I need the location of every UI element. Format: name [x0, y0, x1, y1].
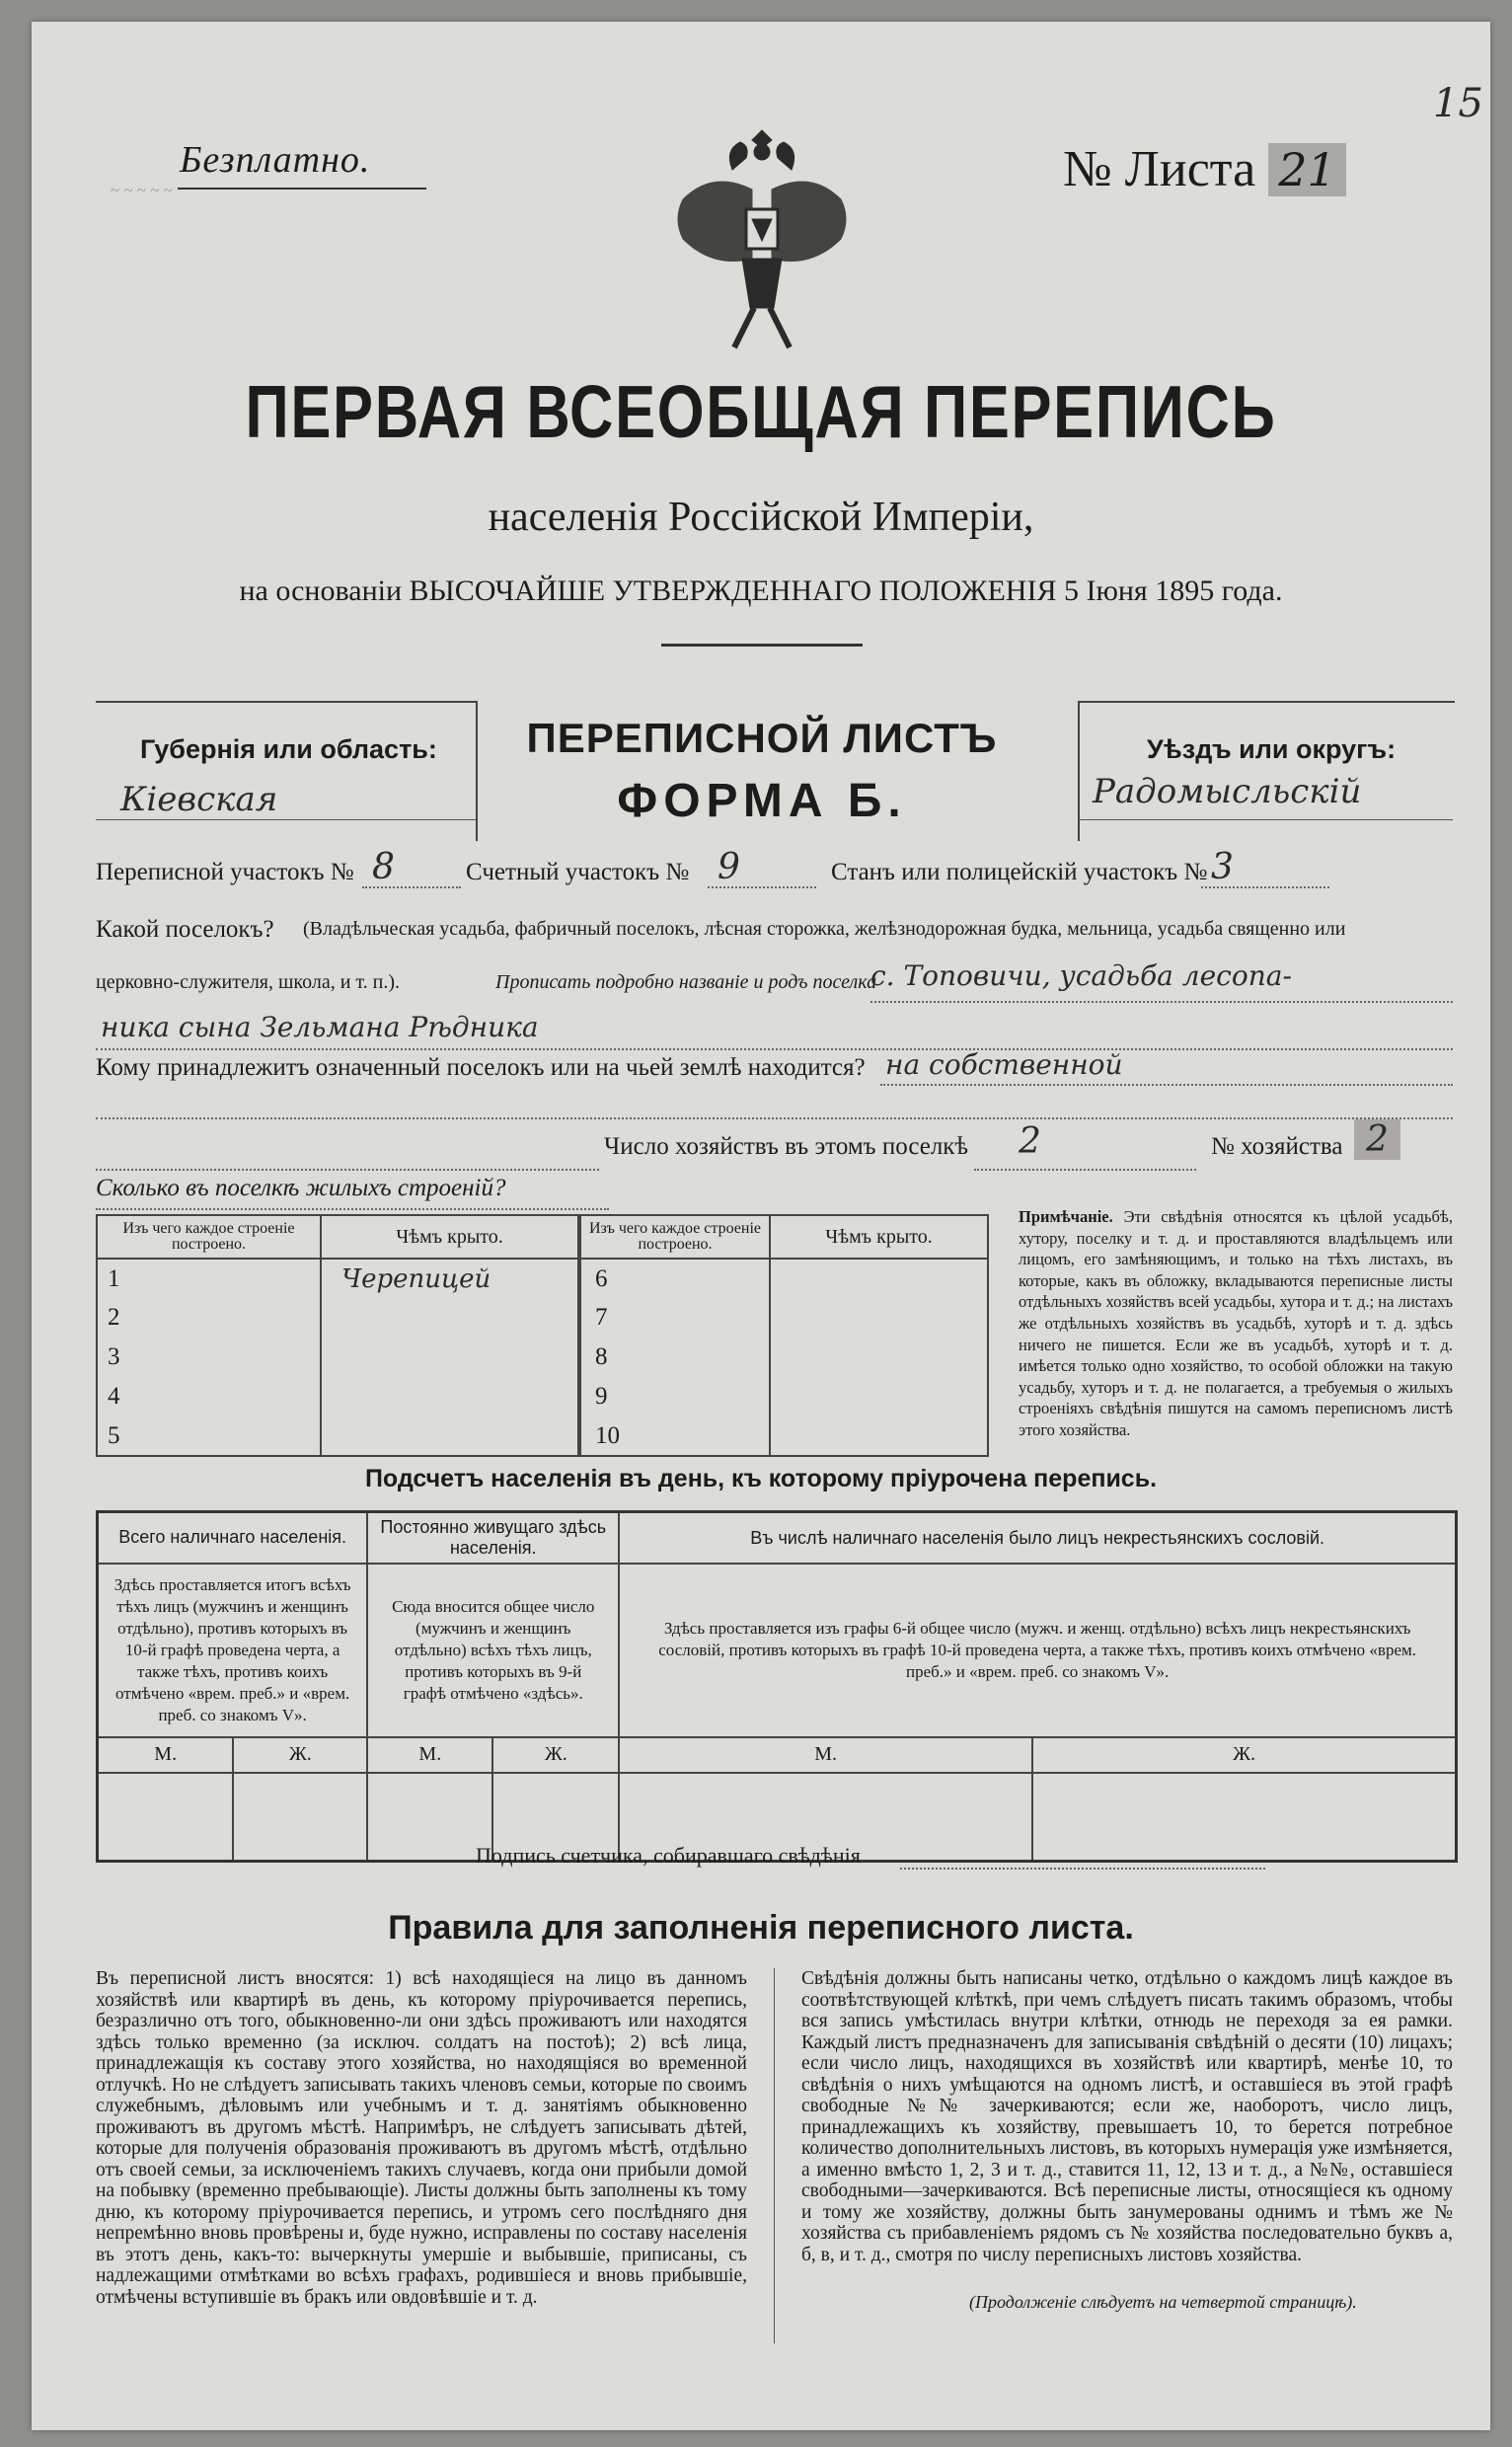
station-underline [1201, 886, 1329, 888]
total-female-cell[interactable] [233, 1773, 367, 1862]
row-number: 2 [97, 1298, 321, 1338]
households-value: 2 [1019, 1121, 1041, 1162]
table-row [97, 1377, 578, 1416]
table-row [97, 1298, 578, 1338]
census-precinct-value: 8 [372, 847, 395, 887]
double-headed-eagle-icon [663, 120, 861, 357]
table-row [97, 1259, 578, 1298]
free-label: Безплатно. [180, 139, 371, 181]
female-header: Ж. [233, 1737, 367, 1773]
row-number: 8 [580, 1338, 770, 1377]
roof-value [321, 1416, 578, 1456]
owner-value: на собственной [885, 1048, 1123, 1081]
households-leader [96, 1169, 599, 1171]
page-subtitle: населенія Россійской Имперіи, [488, 495, 1034, 540]
table-row [97, 1338, 578, 1377]
settlement-label: Какой поселокъ? [96, 916, 274, 943]
title-divider [661, 644, 863, 647]
owner-label: Кому принадлежитъ означенный поселокъ или на чьей землѣ находится? [96, 1054, 866, 1081]
sheet-number-label: № Листа [1063, 141, 1256, 197]
buildings-table-right [579, 1214, 989, 1457]
non-peasant-female-cell[interactable] [1032, 1773, 1456, 1862]
non-peasant-desc: Здѣсь проставляется изъ графы 6-й общее число (мужч. и женщ. отдѣльно) всѣхъ лицъ некрестьянскихъ сословій, противъ которыхъ въ графѣ 10-й проведена черта, а также тѣхъ, противъ коихъ отмѣчено «врем. преб.» и «врем. преб. со знакомъ V». [619, 1564, 1456, 1737]
buildings-underline [96, 1208, 609, 1210]
table-row [580, 1377, 988, 1416]
rules-divider [774, 1968, 775, 2343]
continued-note: (Продолженіе слѣдуетъ на четвертой страницѣ). [969, 2292, 1357, 2312]
household-no-value: 2 [1354, 1119, 1400, 1160]
county-value: Радомысльскій [1093, 772, 1362, 811]
roof-value [770, 1416, 988, 1456]
decree-line: на основаніи ВЫСОЧАЙШЕ УТВЕРЖДЕННАГО ПОЛОЖЕНІЯ 5 Іюня 1895 года. [239, 574, 1283, 607]
permanent-population-desc: Сюда вносится общее число (мужчинъ и женщинъ отдѣльно) всѣхъ тѣхъ лицъ, противъ которыхъ въ 9-й графѣ отмѣчено «здѣсь». [367, 1564, 619, 1737]
station-value: 3 [1211, 847, 1234, 887]
note-title: Примѣчаніе. [1019, 1207, 1113, 1226]
province-underline [96, 819, 476, 820]
province-label: Губернія или область: [140, 734, 437, 764]
male-header: М. [98, 1737, 234, 1773]
household-no-label: № хозяйства [1211, 1133, 1343, 1160]
note-text: Эти свѣдѣнія относятся къ цѣлой усадьбѣ, хутору, поселку и т. д. и проставляются владѣльцемъ или лицомъ, его замѣняющимъ, и только на тѣхъ листахъ, въ которые, какъ въ обложку, вкладываются переписные листы отдѣльныхъ хозяйствъ всей усадьбы, хутора и т. д.; на листахъ же отдѣльныхъ хозяйствъ въ усадьбѣ, хуторѣ и т. д. здѣсь ничего не пишется. Если же въ усадьбѣ, хуторѣ и т. д. имѣется только одно хозяйство, то особой обложки на такую усадьбу, хуторъ и т. д. не полагается, а требуемыя о жилыхъ строеніяхъ свѣдѣнія пишутся на самомъ переписномъ листѣ этого хозяйства. [1019, 1207, 1453, 1439]
settlement-hint-2: церковно-служителя, школа, и т. п.). [96, 971, 400, 993]
form-letter: ФОРМА Б. [617, 775, 907, 827]
material-header: Изъ чего каждое строеніе построено. [97, 1215, 321, 1259]
census-precinct-underline [362, 886, 461, 888]
settlement-value: с. Топовичи, усадьба лесопа- [870, 959, 1292, 992]
total-male-cell[interactable] [98, 1773, 234, 1862]
corner-mark: 15 [1433, 81, 1483, 126]
bleed-through-text: ~ ~ ~ ~ ~ [111, 181, 173, 199]
settlement-value-2: ника сына Зельмана Рѣдника [101, 1011, 539, 1043]
count-precinct-label: Счетный участокъ № [466, 859, 690, 885]
rules-left-column: Въ переписной листъ вносятся: 1) всѣ находящіеся на лицо въ данномъ хозяйствѣ или квартирѣ въ день, къ которому пріурочивается перепись, безразлично отъ того, обыкновенно-ли они здѣсь проживаютъ или находятся здѣсь только временно (за исключ. солдатъ на постоѣ); 2) всѣ лица, принадлежащія къ составу этого хозяйства, но находящіяся во временной отлучкѣ. Но не слѣдуетъ записывать такихъ членовъ семьи, которые по своимъ служебнымъ, дѣловымъ или учебнымъ и т. д. занятіямъ обыкновенно проживаютъ въ другомъ мѣстѣ. Напримѣръ, не слѣдуетъ записывать дѣтей, которые для полученія образованія проживаютъ въ другомъ мѣстѣ, отдѣльно отъ своей семьи, за исключеніемъ такихъ случаевъ, когда они прибыли домой на побывку (временно пребывающіе). Листы должны быть заполнены къ тому дню, къ которому пріурочивается перепись, и утромъ сего послѣдняго дня непремѣнно вновь провѣрены и, буде нужно, исправлены по составу населенія въ этотъ день, какъ-то: вычеркнуты умершіе и выбывшіе, приписаны, съ надлежащими отмѣтками во всѣхъ графахъ, родившіеся и вновь прибывшіе, отмѣчены вступившіе въ бракъ или овдовѣвшіе и т. д. [96, 1968, 747, 2308]
count-precinct-underline [708, 886, 816, 888]
free-underline [178, 188, 426, 190]
settlement-instruction: Прописать подробно названіе и родъ поселка [495, 971, 877, 993]
permanent-male-cell[interactable] [367, 1773, 492, 1862]
total-population-header: Всего наличнаго населенія. [98, 1512, 368, 1564]
buildings-table-left [96, 1214, 579, 1457]
province-value: Кіевская [120, 780, 278, 819]
households-underline [974, 1169, 1196, 1171]
row-number: 1 [97, 1259, 321, 1298]
population-table [96, 1510, 1458, 1863]
households-label: Число хозяйствъ въ этомъ поселкѣ [604, 1133, 969, 1160]
page-title: ПЕРВАЯ ВСЕОБЩАЯ ПЕРЕПИСЬ [245, 370, 1277, 453]
settlement-underline-2 [96, 1048, 1453, 1050]
material-header: Изъ чего каждое строеніе построено. [580, 1215, 770, 1259]
census-form-page [32, 22, 1490, 2430]
form-title: ПЕРЕПИСНОЙ ЛИСТЪ [526, 715, 998, 761]
owner-underline-2 [96, 1117, 1453, 1119]
settlement-hint: (Владѣльческая усадьба, фабричный поселокъ, лѣсная сторожка, желѣзнодорожная будка, мельница, усадьба священно или [303, 918, 1346, 940]
roof-header: Чѣмъ крыто. [770, 1215, 988, 1259]
census-precinct-label: Переписной участокъ № [96, 859, 354, 885]
population-title: Подсчетъ населенія въ день, къ которому пріурочена перепись. [364, 1465, 1158, 1492]
table-row [580, 1298, 988, 1338]
sheet-number-field [1063, 140, 1346, 198]
row-number: 7 [580, 1298, 770, 1338]
table-row [580, 1416, 988, 1456]
row-number: 9 [580, 1377, 770, 1416]
roof-value [770, 1259, 988, 1298]
row-number: 5 [97, 1416, 321, 1456]
county-label: Уѣздъ или округъ: [1147, 734, 1397, 764]
settlement-underline [870, 1001, 1453, 1003]
roof-value [770, 1298, 988, 1338]
roof-value [321, 1338, 578, 1377]
signature-line[interactable] [900, 1868, 1265, 1870]
male-header: М. [619, 1737, 1032, 1773]
female-header: Ж. [492, 1737, 619, 1773]
buildings-label: Сколько въ поселкѣ жилыхъ строеній? [96, 1175, 506, 1201]
roof-value [321, 1377, 578, 1416]
count-precinct-value: 9 [718, 847, 740, 887]
male-header: М. [367, 1737, 492, 1773]
station-label: Станъ или полицейскій участокъ № [831, 859, 1208, 885]
row-number: 4 [97, 1377, 321, 1416]
roof-value [321, 1298, 578, 1338]
roof-value [770, 1377, 988, 1416]
table-row [580, 1338, 988, 1377]
roof-value [770, 1338, 988, 1377]
signature-label: Подпись счетчика, собиравшаго свѣдѣнія [476, 1843, 861, 1868]
non-peasant-header: Въ числѣ наличнаго населенія было лицъ некрестьянскихъ сословій. [619, 1512, 1456, 1564]
owner-underline [880, 1084, 1453, 1086]
row-number: 3 [97, 1338, 321, 1377]
rules-title: Правила для заполненія переписного листа. [388, 1909, 1134, 1947]
sheet-number-value: 21 [1268, 143, 1346, 196]
county-underline [1078, 819, 1453, 820]
rules-right-column: Свѣдѣнія должны быть написаны четко, отдѣльно о каждомъ лицѣ каждое въ соотвѣтствующей клѣткѣ, при чемъ слѣдуетъ писать такимъ образомъ, чтобы вся запись умѣстилась внутри клѣтки, отнюдь не переходя за ея рамки. Каждый листъ предназначенъ для записыванія свѣдѣній о десяти (10) лицахъ; если число лицъ, находящихся въ хозяйствѣ или квартирѣ, менѣе 10, то свѣдѣнія о нихъ умѣщаются на одномъ листѣ, и оставшіеся въ этой графѣ свободные №№ зачеркиваются; если же, наоборотъ, число лицъ, принадлежащихъ къ хозяйству, превышаетъ 10, то берется потребное количество дополнительныхъ листовъ, въ которыхъ нумерація уже измѣняется, а именно вмѣсто 1, 2, 3 и т. д., ставится 11, 12, 13 и т. д., а №№, оставшіеся свободными—зачеркиваются. Всѣ переписные листы, относящіеся къ одному и тому же хозяйству, должны быть занумерованы однимъ и тѣмъ же № хозяйства съ прибавленіемъ рядомъ съ № хозяйства последовательно буквъ а, б, в, и т. д., смотря по числу переписныхъ листовъ хозяйства. [801, 1968, 1453, 2265]
total-population-desc: Здѣсь проставляется итогъ всѣхъ тѣхъ лицъ (мужчинъ и женщинъ отдѣльно), противъ которыхъ въ 10-й графѣ проведена черта, а также тѣхъ, противъ коихъ отмѣчено «врем. преб.» и «врем. преб. со знакомъ V». [98, 1564, 368, 1737]
row-number: 6 [580, 1259, 770, 1298]
permanent-population-header: Постоянно живущаго здѣсь населенія. [367, 1512, 619, 1564]
note-block [1019, 1206, 1453, 1441]
table-row [97, 1416, 578, 1456]
female-header: Ж. [1032, 1737, 1456, 1773]
roof-header: Чѣмъ крыто. [321, 1215, 578, 1259]
roof-value: Черепицей [321, 1259, 578, 1298]
row-number: 10 [580, 1416, 770, 1456]
table-row [580, 1259, 988, 1298]
